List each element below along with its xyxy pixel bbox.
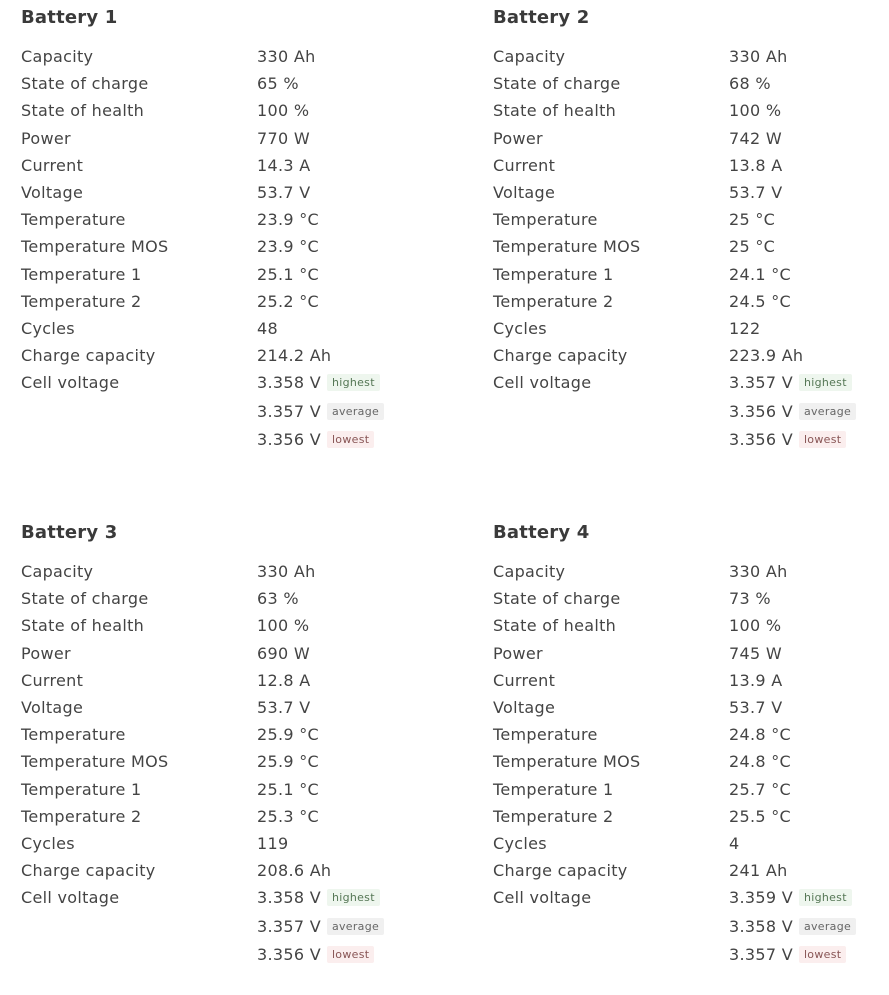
lowest-badge: lowest xyxy=(799,946,846,963)
stat-row-capacity xyxy=(493,43,889,70)
cell-voltage-value: 3.356 V xyxy=(257,945,321,965)
stat-row-current xyxy=(21,667,421,694)
stat-label: Temperature 1 xyxy=(493,264,614,284)
stat-row-temperature xyxy=(493,721,889,748)
stat-label: Temperature MOS xyxy=(493,237,641,257)
stat-label: State of charge xyxy=(493,589,621,609)
battery-1-panel xyxy=(21,6,421,450)
stat-value: 25 °C xyxy=(729,210,776,230)
stat-row-state-of-health xyxy=(21,97,421,124)
battery-stats xyxy=(493,43,889,450)
stat-row-power xyxy=(21,640,421,667)
cell-voltage-list xyxy=(257,369,384,455)
stat-row-temperature-2 xyxy=(21,803,421,830)
stat-label: Voltage xyxy=(493,182,556,202)
stat-row-capacity xyxy=(493,558,889,585)
stat-label: Charge capacity xyxy=(493,861,628,881)
stat-label: Current xyxy=(21,670,84,690)
stat-label: Temperature 2 xyxy=(493,806,614,826)
average-badge: average xyxy=(327,918,384,935)
stat-value: 241 Ah xyxy=(729,861,788,881)
stat-row-cell-voltage xyxy=(493,884,889,965)
stat-value: 13.9 A xyxy=(729,670,783,690)
cell-voltage-value: 3.359 V xyxy=(729,888,793,908)
battery-stats xyxy=(493,558,889,965)
stat-label: Capacity xyxy=(21,562,94,581)
stat-row-state-of-health xyxy=(493,97,889,124)
stat-label: Temperature 1 xyxy=(21,264,142,284)
stat-row-temperature-1 xyxy=(493,776,889,803)
stat-value: 214.2 Ah xyxy=(257,346,332,366)
stat-row-temperature xyxy=(21,206,421,233)
battery-4-panel xyxy=(493,521,889,965)
stat-value: 25.1 °C xyxy=(257,264,319,284)
stat-label: State of charge xyxy=(493,74,621,94)
stat-label: State of health xyxy=(493,616,617,636)
stat-row-temperature-1 xyxy=(21,776,421,803)
stat-label: State of health xyxy=(493,101,617,121)
stat-label: State of health xyxy=(21,101,145,121)
stat-value: 65 % xyxy=(257,74,299,94)
stat-row-temperature-mos xyxy=(493,233,889,260)
stat-value: 100 % xyxy=(257,616,310,636)
stat-row-state-of-health xyxy=(21,612,421,639)
lowest-badge: lowest xyxy=(327,431,374,448)
stat-row-charge-capacity xyxy=(21,857,421,884)
stat-value: 24.8 °C xyxy=(729,725,791,745)
stat-row-temperature-1 xyxy=(493,261,889,288)
cell-voltage-highest xyxy=(729,369,856,398)
stat-label: Cycles xyxy=(493,318,547,338)
stat-value: 24.8 °C xyxy=(729,752,791,772)
stat-row-voltage xyxy=(21,694,421,721)
stat-row-state-of-charge xyxy=(21,70,421,97)
average-badge: average xyxy=(799,918,856,935)
stat-label: Cycles xyxy=(21,318,75,338)
cell-voltage-lowest xyxy=(729,426,856,455)
stat-label: State of health xyxy=(21,616,145,636)
stat-value: 330 Ah xyxy=(729,562,788,581)
stat-row-temperature-mos xyxy=(21,748,421,775)
stat-row-state-of-charge xyxy=(21,585,421,612)
stat-value: 25.7 °C xyxy=(729,779,791,799)
stat-row-cell-voltage xyxy=(493,369,889,450)
stat-value: 53.7 V xyxy=(257,182,311,202)
stat-label: Temperature MOS xyxy=(493,752,641,772)
cell-voltage-list xyxy=(729,369,856,455)
battery-stats xyxy=(21,558,421,965)
cell-voltage-list xyxy=(729,884,856,970)
stat-row-temperature xyxy=(493,206,889,233)
stat-value: 100 % xyxy=(257,101,310,121)
battery-title: Battery 3 xyxy=(21,522,118,543)
stat-value: 68 % xyxy=(729,74,771,94)
stat-label: Temperature 1 xyxy=(21,779,142,799)
average-badge: average xyxy=(327,403,384,420)
stat-value: 23.9 °C xyxy=(257,210,319,230)
stat-label: Charge capacity xyxy=(493,346,628,366)
cell-voltage-lowest xyxy=(257,426,384,455)
stat-value: 25.2 °C xyxy=(257,291,319,311)
stat-value: 100 % xyxy=(729,101,782,121)
stat-row-capacity xyxy=(21,43,421,70)
stat-label: Power xyxy=(21,643,71,663)
stat-value: 330 Ah xyxy=(257,47,316,66)
stat-row-current xyxy=(493,152,889,179)
stat-row-charge-capacity xyxy=(493,857,889,884)
stat-label: Power xyxy=(21,128,71,148)
stat-row-cycles xyxy=(493,315,889,342)
stat-row-cycles xyxy=(493,830,889,857)
stat-label: Temperature MOS xyxy=(21,237,169,257)
stat-row-temperature-2 xyxy=(493,288,889,315)
stat-label: Voltage xyxy=(21,697,84,717)
battery-stats xyxy=(21,43,421,450)
stat-label: Temperature 2 xyxy=(21,291,142,311)
stat-label: Capacity xyxy=(493,47,566,66)
stat-row-voltage xyxy=(21,179,421,206)
stat-value: 4 xyxy=(729,833,740,853)
stat-label: Cell voltage xyxy=(21,373,120,393)
stat-row-cycles xyxy=(21,830,421,857)
stat-label: Power xyxy=(493,128,543,148)
stat-row-current xyxy=(21,152,421,179)
stat-label: Cycles xyxy=(493,833,547,853)
stat-value: 25 °C xyxy=(729,237,776,257)
stat-value: 122 xyxy=(729,318,761,338)
stat-row-power xyxy=(493,640,889,667)
stat-value: 73 % xyxy=(729,589,771,609)
stat-label: Charge capacity xyxy=(21,346,156,366)
stat-row-temperature-1 xyxy=(21,261,421,288)
stat-value: 223.9 Ah xyxy=(729,346,804,366)
cell-voltage-value: 3.357 V xyxy=(729,945,793,965)
stat-label: Temperature xyxy=(493,210,598,230)
stat-value: 24.1 °C xyxy=(729,264,791,284)
stat-label: Temperature xyxy=(493,725,598,745)
stat-value: 330 Ah xyxy=(257,562,316,581)
stat-label: Cell voltage xyxy=(493,373,592,393)
battery-title: Battery 2 xyxy=(493,7,590,28)
cell-voltage-average xyxy=(729,913,856,942)
stat-label: Current xyxy=(493,155,556,175)
stat-value: 119 xyxy=(257,833,289,853)
stat-label: Capacity xyxy=(493,562,566,581)
stat-row-cycles xyxy=(21,315,421,342)
stat-label: Temperature MOS xyxy=(21,752,169,772)
lowest-badge: lowest xyxy=(327,946,374,963)
stat-row-current xyxy=(493,667,889,694)
cell-voltage-average xyxy=(257,398,384,427)
cell-voltage-highest xyxy=(729,884,856,913)
stat-row-temperature-2 xyxy=(21,288,421,315)
stat-row-power xyxy=(21,125,421,152)
stat-label: Voltage xyxy=(493,697,556,717)
stat-value: 742 W xyxy=(729,128,782,148)
cell-voltage-value: 3.358 V xyxy=(257,373,321,393)
stat-label: Temperature 1 xyxy=(493,779,614,799)
stat-label: Temperature xyxy=(21,210,126,230)
stat-label: Current xyxy=(21,155,84,175)
highest-badge: highest xyxy=(327,889,380,906)
stat-label: State of charge xyxy=(21,74,149,94)
stat-value: 25.1 °C xyxy=(257,779,319,799)
lowest-badge: lowest xyxy=(799,431,846,448)
cell-voltage-value: 3.357 V xyxy=(257,401,321,421)
stat-value: 53.7 V xyxy=(729,697,783,717)
cell-voltage-value: 3.358 V xyxy=(729,916,793,936)
stat-row-temperature-mos xyxy=(21,233,421,260)
stat-row-state-of-charge xyxy=(493,70,889,97)
cell-voltage-value: 3.356 V xyxy=(729,430,793,450)
cell-voltage-highest xyxy=(257,369,384,398)
stat-value: 12.8 A xyxy=(257,670,311,690)
stat-value: 100 % xyxy=(729,616,782,636)
stat-label: Temperature 2 xyxy=(21,806,142,826)
stat-row-state-of-health xyxy=(493,612,889,639)
stat-label: Current xyxy=(493,670,556,690)
stat-label: Capacity xyxy=(21,47,94,66)
stat-value: 25.9 °C xyxy=(257,725,319,745)
cell-voltage-list xyxy=(257,884,384,970)
stat-label: Voltage xyxy=(21,182,84,202)
stat-label: Power xyxy=(493,643,543,663)
stat-value: 24.5 °C xyxy=(729,291,791,311)
stat-row-state-of-charge xyxy=(493,585,889,612)
stat-value: 745 W xyxy=(729,643,782,663)
stat-row-capacity xyxy=(21,558,421,585)
stat-value: 330 Ah xyxy=(729,47,788,66)
stat-value: 14.3 A xyxy=(257,155,311,175)
stat-value: 770 W xyxy=(257,128,310,148)
stat-row-cell-voltage xyxy=(21,369,421,450)
cell-voltage-value: 3.356 V xyxy=(257,430,321,450)
stat-value: 13.8 A xyxy=(729,155,783,175)
cell-voltage-lowest xyxy=(257,941,384,970)
stat-value: 25.5 °C xyxy=(729,806,791,826)
stat-value: 63 % xyxy=(257,589,299,609)
stat-value: 25.3 °C xyxy=(257,806,319,826)
stat-value: 53.7 V xyxy=(257,697,311,717)
stat-row-charge-capacity xyxy=(21,342,421,369)
stat-value: 208.6 Ah xyxy=(257,861,332,881)
stat-value: 23.9 °C xyxy=(257,237,319,257)
highest-badge: highest xyxy=(327,374,380,391)
cell-voltage-lowest xyxy=(729,941,856,970)
highest-badge: highest xyxy=(799,374,852,391)
average-badge: average xyxy=(799,403,856,420)
stat-label: Temperature xyxy=(21,725,126,745)
stat-label: Cycles xyxy=(21,833,75,853)
stat-value: 48 xyxy=(257,318,278,338)
cell-voltage-average xyxy=(257,913,384,942)
stat-row-temperature-mos xyxy=(493,748,889,775)
stat-label: Charge capacity xyxy=(21,861,156,881)
stat-label: State of charge xyxy=(21,589,149,609)
cell-voltage-highest xyxy=(257,884,384,913)
battery-title: Battery 4 xyxy=(493,522,590,543)
stat-value: 53.7 V xyxy=(729,182,783,202)
battery-2-panel xyxy=(493,6,889,450)
stat-row-temperature xyxy=(21,721,421,748)
stat-label: Cell voltage xyxy=(493,888,592,908)
stat-row-voltage xyxy=(493,179,889,206)
cell-voltage-value: 3.357 V xyxy=(257,916,321,936)
cell-voltage-value: 3.356 V xyxy=(729,401,793,421)
highest-badge: highest xyxy=(799,889,852,906)
battery-title: Battery 1 xyxy=(21,7,118,28)
stat-row-voltage xyxy=(493,694,889,721)
stat-row-cell-voltage xyxy=(21,884,421,965)
stat-value: 690 W xyxy=(257,643,310,663)
stat-label: Temperature 2 xyxy=(493,291,614,311)
stat-row-charge-capacity xyxy=(493,342,889,369)
stat-label: Cell voltage xyxy=(21,888,120,908)
stat-row-temperature-2 xyxy=(493,803,889,830)
stat-value: 25.9 °C xyxy=(257,752,319,772)
cell-voltage-average xyxy=(729,398,856,427)
stat-row-power xyxy=(493,125,889,152)
battery-3-panel xyxy=(21,521,421,965)
cell-voltage-value: 3.358 V xyxy=(257,888,321,908)
cell-voltage-value: 3.357 V xyxy=(729,373,793,393)
